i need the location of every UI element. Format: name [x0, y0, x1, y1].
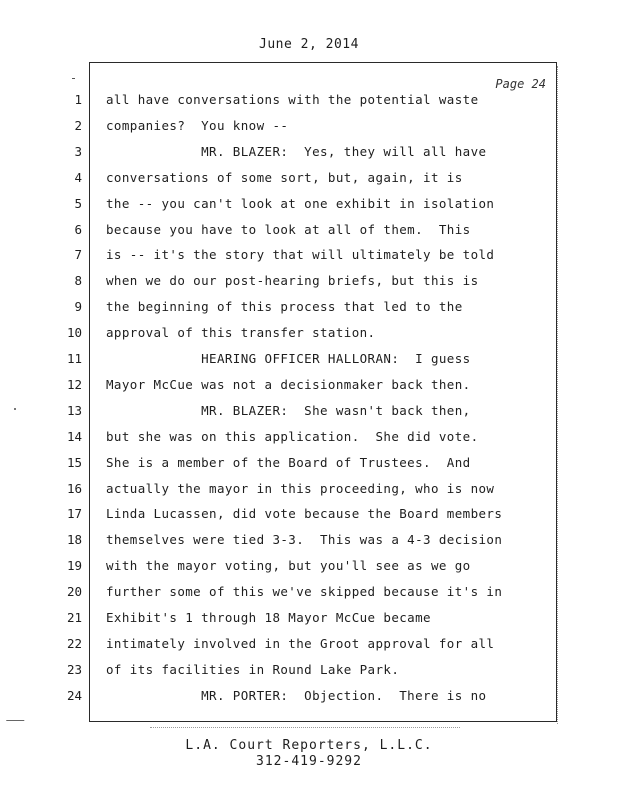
line-text: the beginning of this process that led to the	[106, 299, 463, 315]
line-number: 13	[66, 402, 82, 418]
line-number: 14	[66, 428, 82, 444]
line-number: 10	[66, 325, 82, 341]
transcript-line	[0, 170, 618, 196]
court-reporter-name: L.A. Court Reporters, L.L.C.	[185, 738, 433, 753]
line-text: intimately involved in the Groot approval for all	[106, 635, 495, 651]
transcript-line	[0, 92, 618, 118]
transcript-line	[0, 636, 618, 662]
line-number: 2	[74, 117, 82, 133]
transcript-line	[0, 429, 618, 455]
line-text: approval of this transfer station.	[106, 325, 376, 341]
transcript-line	[0, 118, 618, 144]
line-text: because you have to look at all of them. This	[106, 221, 471, 237]
transcript-line	[0, 196, 618, 222]
transcript-line	[0, 247, 618, 273]
line-number: 24	[66, 687, 82, 703]
line-number: 20	[66, 584, 82, 600]
transcript-line	[0, 273, 618, 299]
line-text: She is a member of the Board of Trustees. And	[106, 454, 471, 470]
line-text: themselves were tied 3-3. This was a 4-3 decision	[106, 532, 503, 548]
line-number: 17	[66, 506, 82, 522]
line-text: MR. PORTER: Objection. There is no	[106, 687, 487, 703]
line-number: 4	[74, 169, 82, 185]
transcript-line	[0, 532, 618, 558]
transcript-line	[0, 377, 618, 403]
margin-mark	[72, 78, 75, 79]
transcript-line	[0, 455, 618, 481]
line-number: 3	[74, 143, 82, 159]
line-text: conversations of some sort, but, again, it is	[106, 169, 463, 185]
transcript-line	[0, 662, 618, 688]
transcript-line	[0, 222, 618, 248]
page-number: Page 24	[495, 77, 546, 91]
transcript-line	[0, 144, 618, 170]
line-text: all have conversations with the potential waste	[106, 92, 479, 107]
transcript-line	[0, 325, 618, 351]
line-text: Linda Lucassen, did vote because the Board members	[106, 506, 503, 522]
line-text: Mayor McCue was not a decisionmaker back then.	[106, 376, 471, 392]
line-text: when we do our post-hearing briefs, but this is	[106, 273, 479, 289]
transcript-line	[0, 351, 618, 377]
line-number: 16	[66, 480, 82, 496]
transcript-line	[0, 481, 618, 507]
line-number: 22	[66, 635, 82, 651]
transcript-line	[0, 299, 618, 325]
scan-artifact-corner	[6, 714, 28, 721]
transcript-line	[0, 610, 618, 636]
line-text: is -- it's the story that will ultimately be told	[106, 247, 495, 263]
line-text: the -- you can't look at one exhibit in isolation	[106, 195, 495, 211]
transcript-line	[0, 558, 618, 584]
line-number: 19	[66, 558, 82, 574]
line-number: 15	[66, 454, 82, 470]
transcript-line	[0, 584, 618, 610]
line-number: 5	[74, 195, 82, 211]
line-text: Exhibit's 1 through 18 Mayor McCue became	[106, 610, 431, 625]
line-number: 12	[66, 376, 82, 392]
line-number: 1	[74, 92, 82, 107]
line-text: MR. BLAZER: Yes, they will all have	[106, 143, 487, 159]
line-number: 21	[66, 610, 82, 625]
transcript-line	[0, 403, 618, 429]
line-text: MR. BLAZER: She wasn't back then,	[106, 402, 471, 418]
line-text: companies? You know --	[106, 117, 289, 133]
line-number: 9	[74, 299, 82, 315]
line-number: 11	[66, 351, 82, 366]
line-text: HEARING OFFICER HALLORAN: I guess	[106, 351, 471, 366]
line-text: further some of this we've skipped because it's in	[106, 584, 503, 600]
footer-rule	[150, 727, 460, 728]
transcript-date-header: June 2, 2014	[259, 37, 359, 52]
line-text: actually the mayor in this proceeding, who is now	[106, 480, 495, 496]
line-number: 23	[66, 661, 82, 677]
line-text: with the mayor voting, but you'll see as we go	[106, 558, 471, 574]
court-reporter-phone: 312-419-9292	[256, 754, 362, 769]
line-text: of its facilities in Round Lake Park.	[106, 661, 400, 677]
line-number: 18	[66, 532, 82, 548]
line-number: 8	[74, 273, 82, 289]
transcript-line	[0, 688, 618, 714]
line-number: 7	[74, 247, 82, 263]
transcript-line	[0, 506, 618, 532]
line-text: but she was on this application. She did vote.	[106, 428, 479, 444]
line-number: 6	[74, 221, 82, 237]
